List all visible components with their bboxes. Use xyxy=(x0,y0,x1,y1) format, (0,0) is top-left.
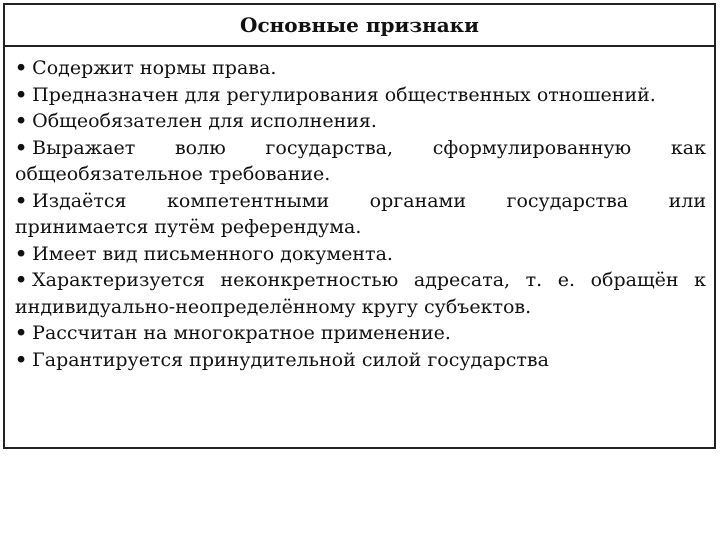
bullet-icon: • xyxy=(15,57,28,79)
bullet-icon: • xyxy=(15,189,28,212)
bullet-icon: • xyxy=(15,322,28,344)
list-item-text: Характеризуется неконкретностью адресата, т. е. обращён к индивидуально-неопределённому кругу субъектов. xyxy=(15,269,706,318)
list-item-text: Общеобязателен для исполнения. xyxy=(32,110,377,132)
list-item xyxy=(15,267,706,320)
list-item-text: Выражает волю государства, сформулированную как общеобязательное требование. xyxy=(15,136,706,185)
list-item xyxy=(15,188,706,241)
list-item-text: Содержит нормы права. xyxy=(32,57,277,79)
list-item xyxy=(15,82,706,109)
bullet-icon: • xyxy=(15,242,28,265)
bullet-icon: • xyxy=(15,136,28,159)
list-item-text: Гарантируется принудительной силой государства xyxy=(32,348,549,371)
list-item xyxy=(15,55,706,82)
bullet-icon: • xyxy=(15,110,28,132)
list-item-text: Имеет вид письменного документа. xyxy=(32,242,393,265)
table-body xyxy=(5,47,714,373)
list-item xyxy=(15,108,706,135)
list-item-text: Рассчитан на многократное применение. xyxy=(32,322,451,344)
list-item xyxy=(15,135,706,188)
table-header-text: Основные признаки xyxy=(240,13,479,37)
bullet-icon: • xyxy=(15,348,28,371)
list-item-text: Издаётся компетентными органами государства или принимается путём референдума. xyxy=(15,189,706,238)
list-item xyxy=(15,347,706,374)
list-item-text: Предназначен для регулирования общественных отношений. xyxy=(32,83,656,106)
bullet-icon: • xyxy=(15,269,28,291)
list-item xyxy=(15,241,706,268)
features-table xyxy=(3,3,716,449)
list-item xyxy=(15,320,706,347)
bullet-icon: • xyxy=(15,83,28,106)
table-header xyxy=(5,5,714,47)
